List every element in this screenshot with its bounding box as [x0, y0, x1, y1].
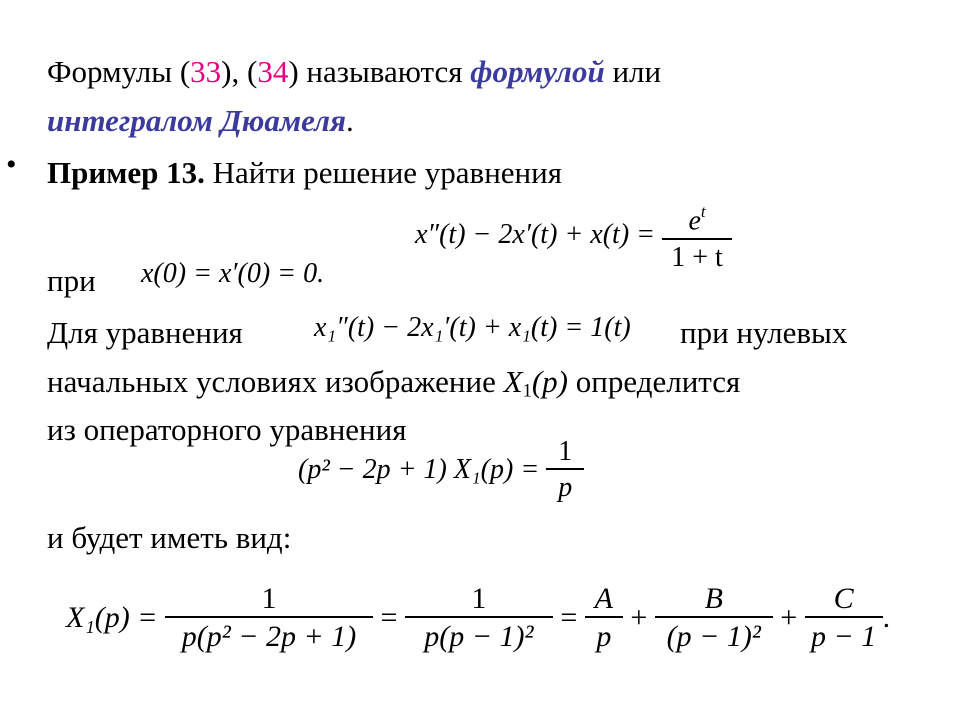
fraction-numerator: 1 [471, 582, 487, 615]
equation-main [415, 196, 732, 274]
text-zero-initial: при нулевых [680, 315, 848, 350]
fraction-3 [585, 582, 623, 654]
equation-auxiliary [314, 312, 631, 344]
equals-sign: = [560, 601, 578, 634]
fraction-denominator: p − 1 [811, 620, 877, 653]
fraction-denominator: p [558, 472, 573, 503]
period: . [882, 601, 891, 634]
text-segment: или [604, 54, 662, 89]
text-line-6 [47, 364, 740, 410]
fraction-numerator: 1 [558, 436, 573, 467]
plus-sign: + [780, 601, 798, 634]
text-pri: при [47, 263, 96, 298]
subscript: 1 [522, 380, 532, 402]
term-duhamel-integral: интегралом Дюамеля [47, 103, 346, 138]
bullet-icon: • [6, 148, 17, 181]
superscript: t [700, 202, 706, 221]
fraction-numerator: e [688, 205, 701, 237]
fraction-numerator: B [704, 582, 723, 615]
text-line-1 [47, 54, 661, 90]
equation-text: x(0) = x′(0) = 0. [141, 258, 325, 289]
fraction-numerator: C [833, 582, 854, 615]
fraction-denominator: (p − 1)² [666, 620, 761, 653]
formula-ref-34: 34 [257, 54, 289, 89]
equation-operator [298, 436, 584, 504]
text-line-2 [47, 103, 354, 139]
fraction-2 [405, 582, 553, 654]
text-segment: ), ( [221, 54, 258, 89]
term-formula: формулой [470, 54, 605, 89]
example-heading [47, 155, 562, 191]
fraction-denominator: 1 + t [671, 241, 723, 273]
fraction-numerator: A [594, 582, 613, 615]
example-label: Пример 13. [47, 155, 205, 190]
text-for-equation: Для уравнения [47, 315, 243, 350]
equation-lhs: x″(t) − 2x′(t) + x(t) = [415, 218, 656, 250]
text-segment: Найти решение уравнения [204, 155, 562, 190]
text-segment: ) называются [288, 54, 471, 89]
fraction-denominator: p [596, 620, 612, 653]
equals-sign: = [380, 601, 398, 634]
fraction-5 [805, 582, 883, 654]
text-line-8: и будет иметь вид: [47, 520, 292, 555]
text-segment: определится [568, 364, 741, 399]
plus-sign: + [630, 601, 648, 634]
fraction-denominator: p(p − 1)² [424, 620, 534, 653]
fraction-numerator: 1 [261, 582, 277, 615]
text-segment: начальных условиях изображение [47, 364, 504, 399]
symbol-p: (p) [531, 364, 569, 399]
equation-decomposition [66, 582, 890, 654]
fraction [546, 436, 584, 504]
equation-lhs: (p² − 2p + 1) X₁(p) = [298, 454, 540, 485]
text-line-7: из операторного уравнения [47, 412, 407, 447]
formula-ref-33: 33 [190, 54, 222, 89]
fraction-1 [165, 582, 373, 654]
equation-initial-conditions [141, 258, 324, 290]
fraction-denominator: p(p² − 2p + 1) [181, 620, 357, 653]
fraction-4 [655, 582, 773, 654]
text-segment: . [345, 103, 354, 138]
fraction [662, 196, 732, 274]
equation-text: x₁″(t) − 2x₁′(t) + x₁(t) = 1(t) [314, 312, 631, 343]
symbol-X: X [503, 364, 523, 399]
equation-lhs: X₁(p) = [66, 601, 158, 634]
text-segment: Формулы ( [47, 54, 191, 89]
